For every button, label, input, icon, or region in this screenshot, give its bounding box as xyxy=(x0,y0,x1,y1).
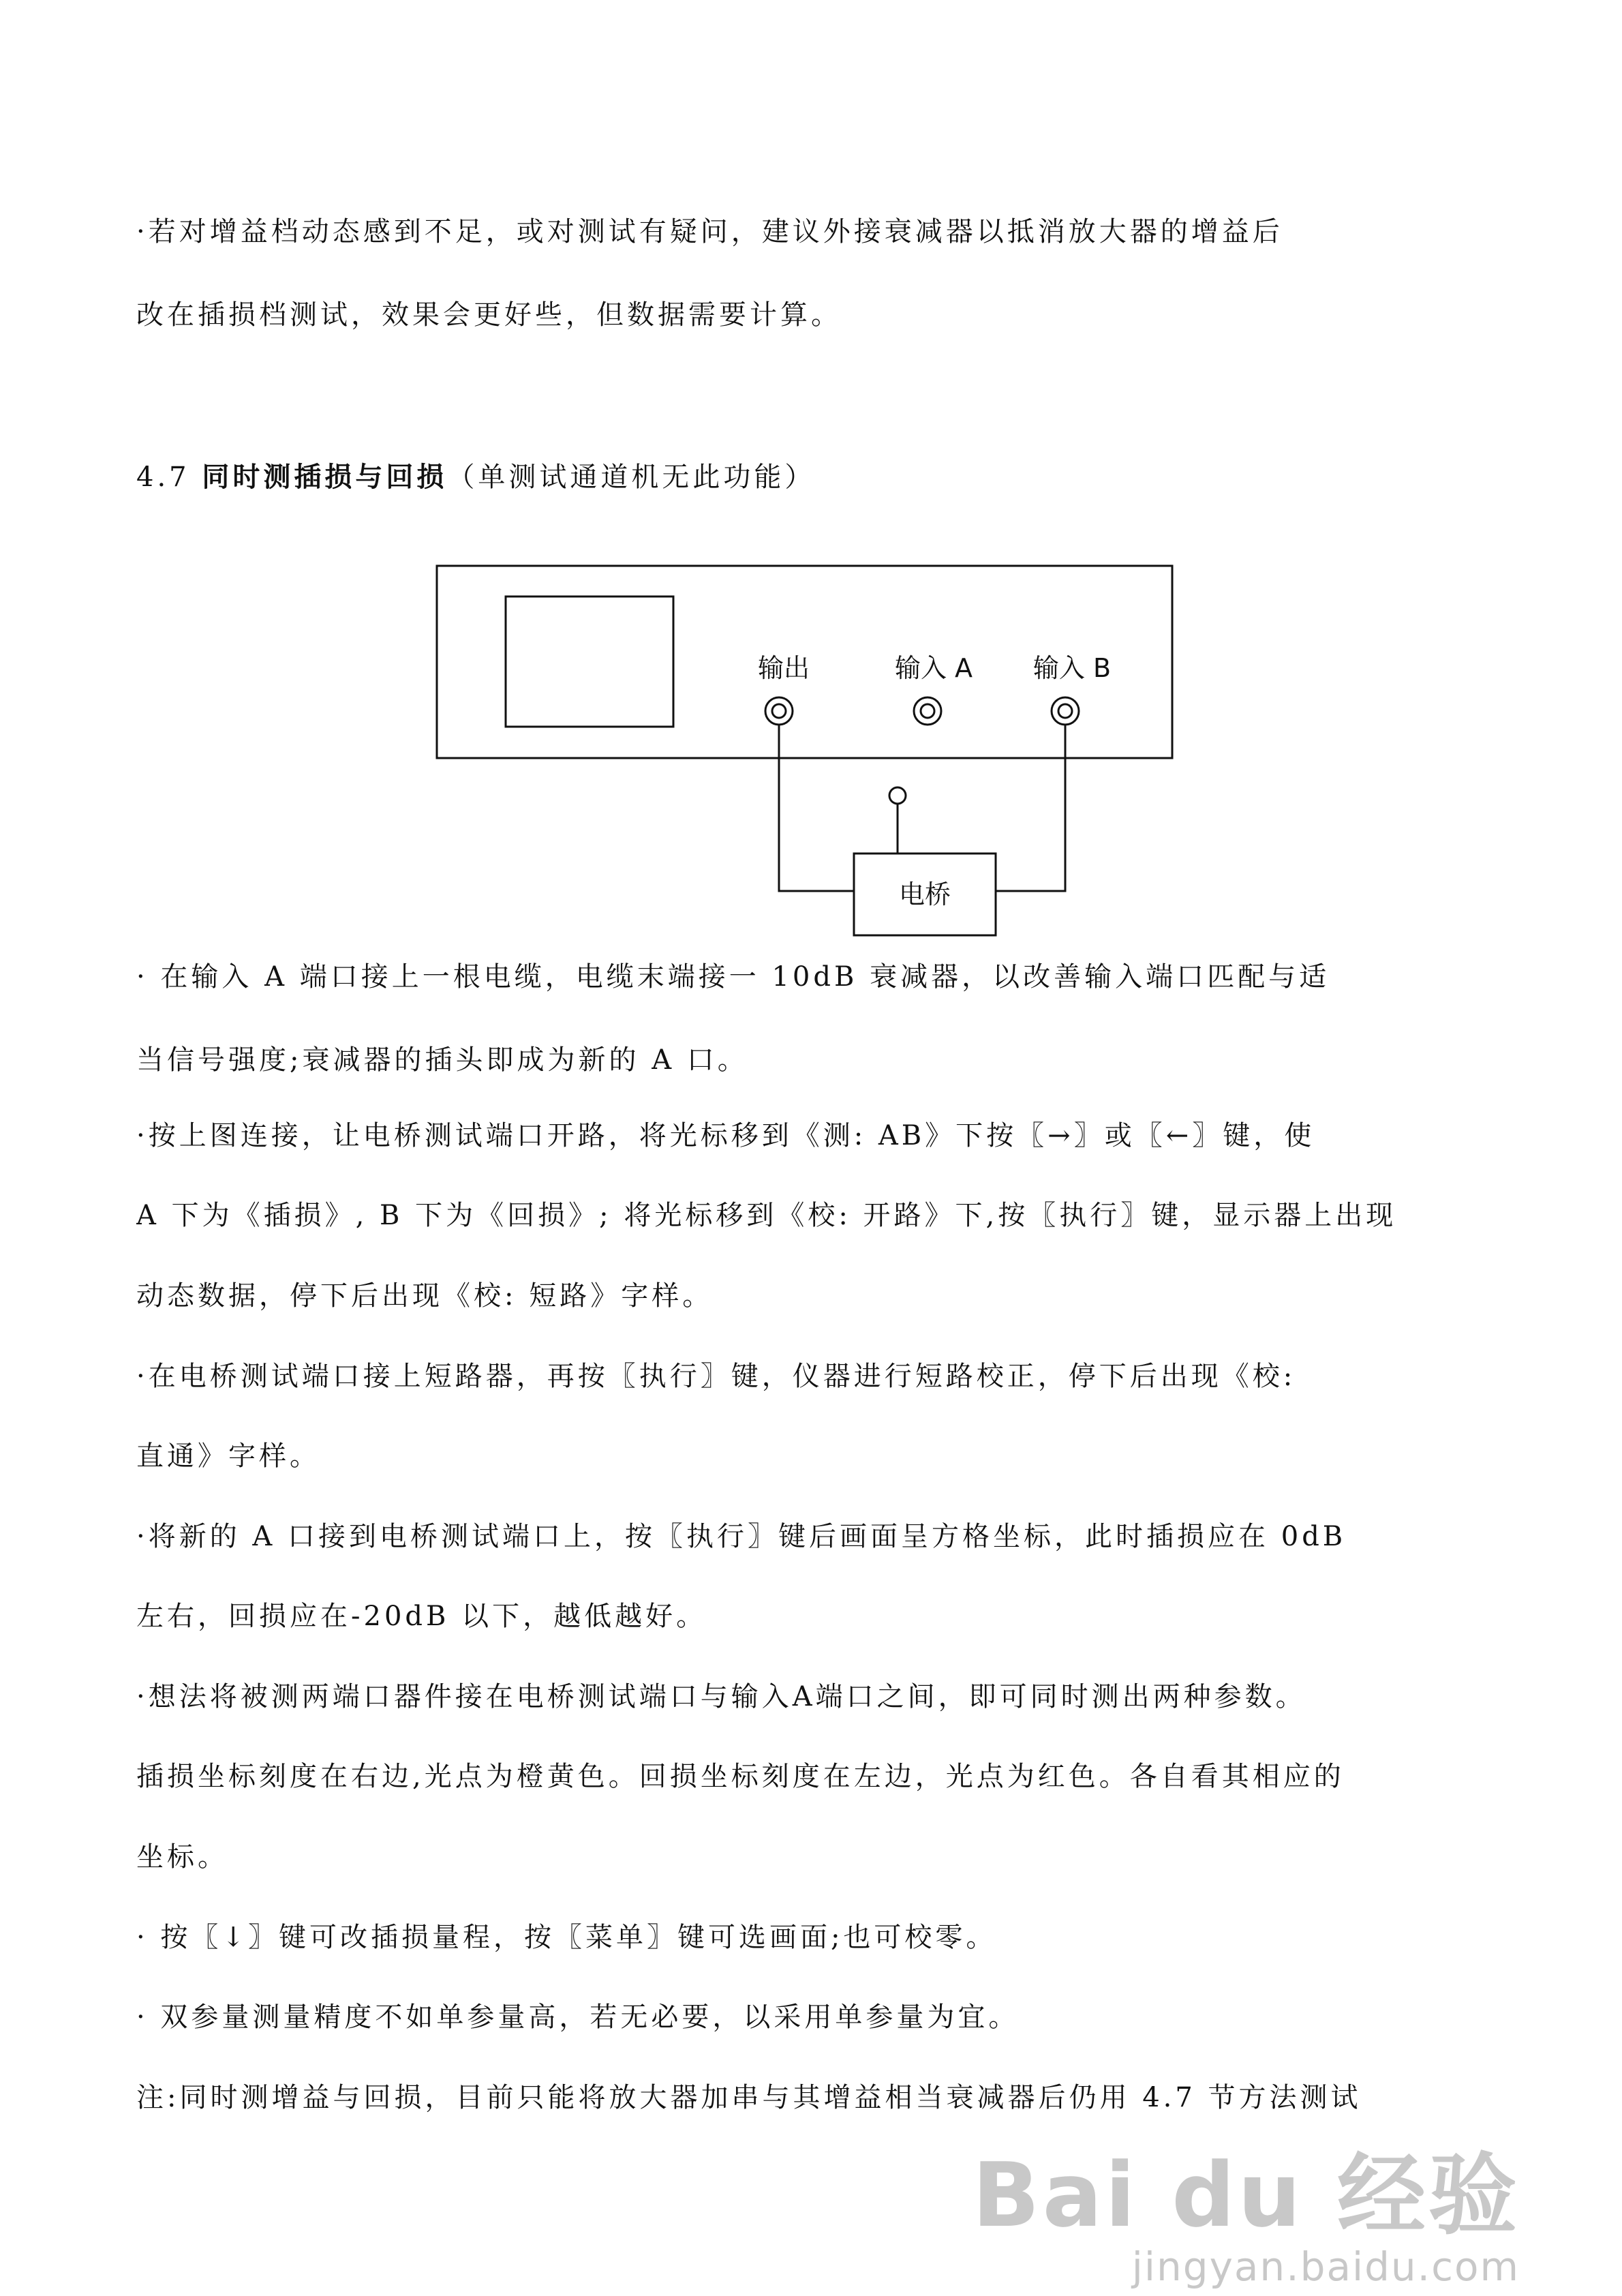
paragraph-7-line-1: · 按〖↓〗键可改插损量程，按〖菜单〗键可选画面;也可校零。 xyxy=(136,1922,997,1953)
watermark-logo: Bai du 经验 xyxy=(972,2143,1520,2247)
bridge-label: 电桥 xyxy=(898,879,951,909)
paragraph-8-line-1: · 双参量测量精度不如单参量高，若无必要，以采用单参量为宜。 xyxy=(136,2002,1020,2033)
paragraph-5-line-1: ·将新的 A 口接到电桥测试端口上，按〖执行〗键后画面呈方格坐标，此时插损应在 0dB xyxy=(136,1521,1347,1552)
input-a-port-label: 输入 A xyxy=(894,653,973,683)
section-note: （单测试通道机无此功能） xyxy=(447,462,816,493)
paragraph-6-line-2: 插损坐标刻度在右边,光点为橙黄色。回损坐标刻度在左边，光点为红色。各自看其相应的 xyxy=(136,1761,1345,1792)
paragraph-5-line-2: 左右，回损应在-20dB 以下，越低越好。 xyxy=(136,1601,707,1632)
paragraph-6-line-1: ·想法将被测两端口器件接在电桥测试端口与输入A端口之间，即可同时测出两种参数。 xyxy=(136,1681,1306,1712)
input-b-port-label: 输入 B xyxy=(1032,653,1112,683)
output-port-connector-icon xyxy=(765,697,793,725)
baidu-watermark xyxy=(972,2143,1520,2291)
instrument-panel xyxy=(437,566,1172,758)
paragraph-3-line-3: 动态数据，停下后出现《校: 短路》字样。 xyxy=(136,1280,714,1312)
paragraph-1-line-1: ·若对增益档动态感到不足，或对测试有疑问，建议外接衰减器以抵消放大器的增益后 xyxy=(136,216,1283,247)
note-line-1: 注:同时测增益与回损，目前只能将放大器加串与其增益相当衰减器后仍用 4.7 节方法测试 xyxy=(136,2082,1362,2113)
paragraph-4-line-2: 直通》字样。 xyxy=(136,1440,320,1472)
section-title: 同时测插损与回损 xyxy=(202,462,448,493)
bridge-box xyxy=(854,854,996,935)
output-port-label: 输出 xyxy=(757,653,810,683)
paragraph-2-line-1: · 在输入 A 端口接上一根电缆，电缆末端接一 10dB 衰减器，以改善输入端口匹配与适 xyxy=(136,961,1330,993)
paragraph-6-line-3: 坐标。 xyxy=(136,1841,228,1873)
cable-bridge-to-input-b xyxy=(996,725,1065,891)
cable-output-to-bridge xyxy=(779,725,854,891)
paragraph-2-line-2: 当信号强度;衰减器的插头即成为新的 A 口。 xyxy=(136,1044,748,1076)
paragraph-3-line-1: ·按上图连接，让电桥测试端口开路，将光标移到《测: AB》下按〖→〗或〖←〗键，使 xyxy=(136,1120,1315,1151)
display-screen xyxy=(506,596,673,727)
input-a-port-connector-icon xyxy=(914,697,941,725)
input-b-port-connector-icon xyxy=(1052,697,1079,725)
section-heading xyxy=(136,458,1486,496)
paragraph-1-line-2: 改在插损档测试，效果会更好些，但数据需要计算。 xyxy=(136,299,842,331)
bridge-test-port-icon xyxy=(889,787,906,804)
paragraph-4-line-1: ·在电桥测试端口接上短路器，再按〖执行〗键，仪器进行短路校正，停下后出现《校: xyxy=(136,1361,1296,1392)
watermark-url: jingyan.baidu.com xyxy=(1131,2244,1520,2290)
paragraph-3-line-2: A 下为《插损》, B 下为《回损》; 将光标移到《校: 开路》下,按〖执行〗键，显示器上出现 xyxy=(136,1200,1397,1231)
section-number: 4.7 xyxy=(136,462,190,493)
